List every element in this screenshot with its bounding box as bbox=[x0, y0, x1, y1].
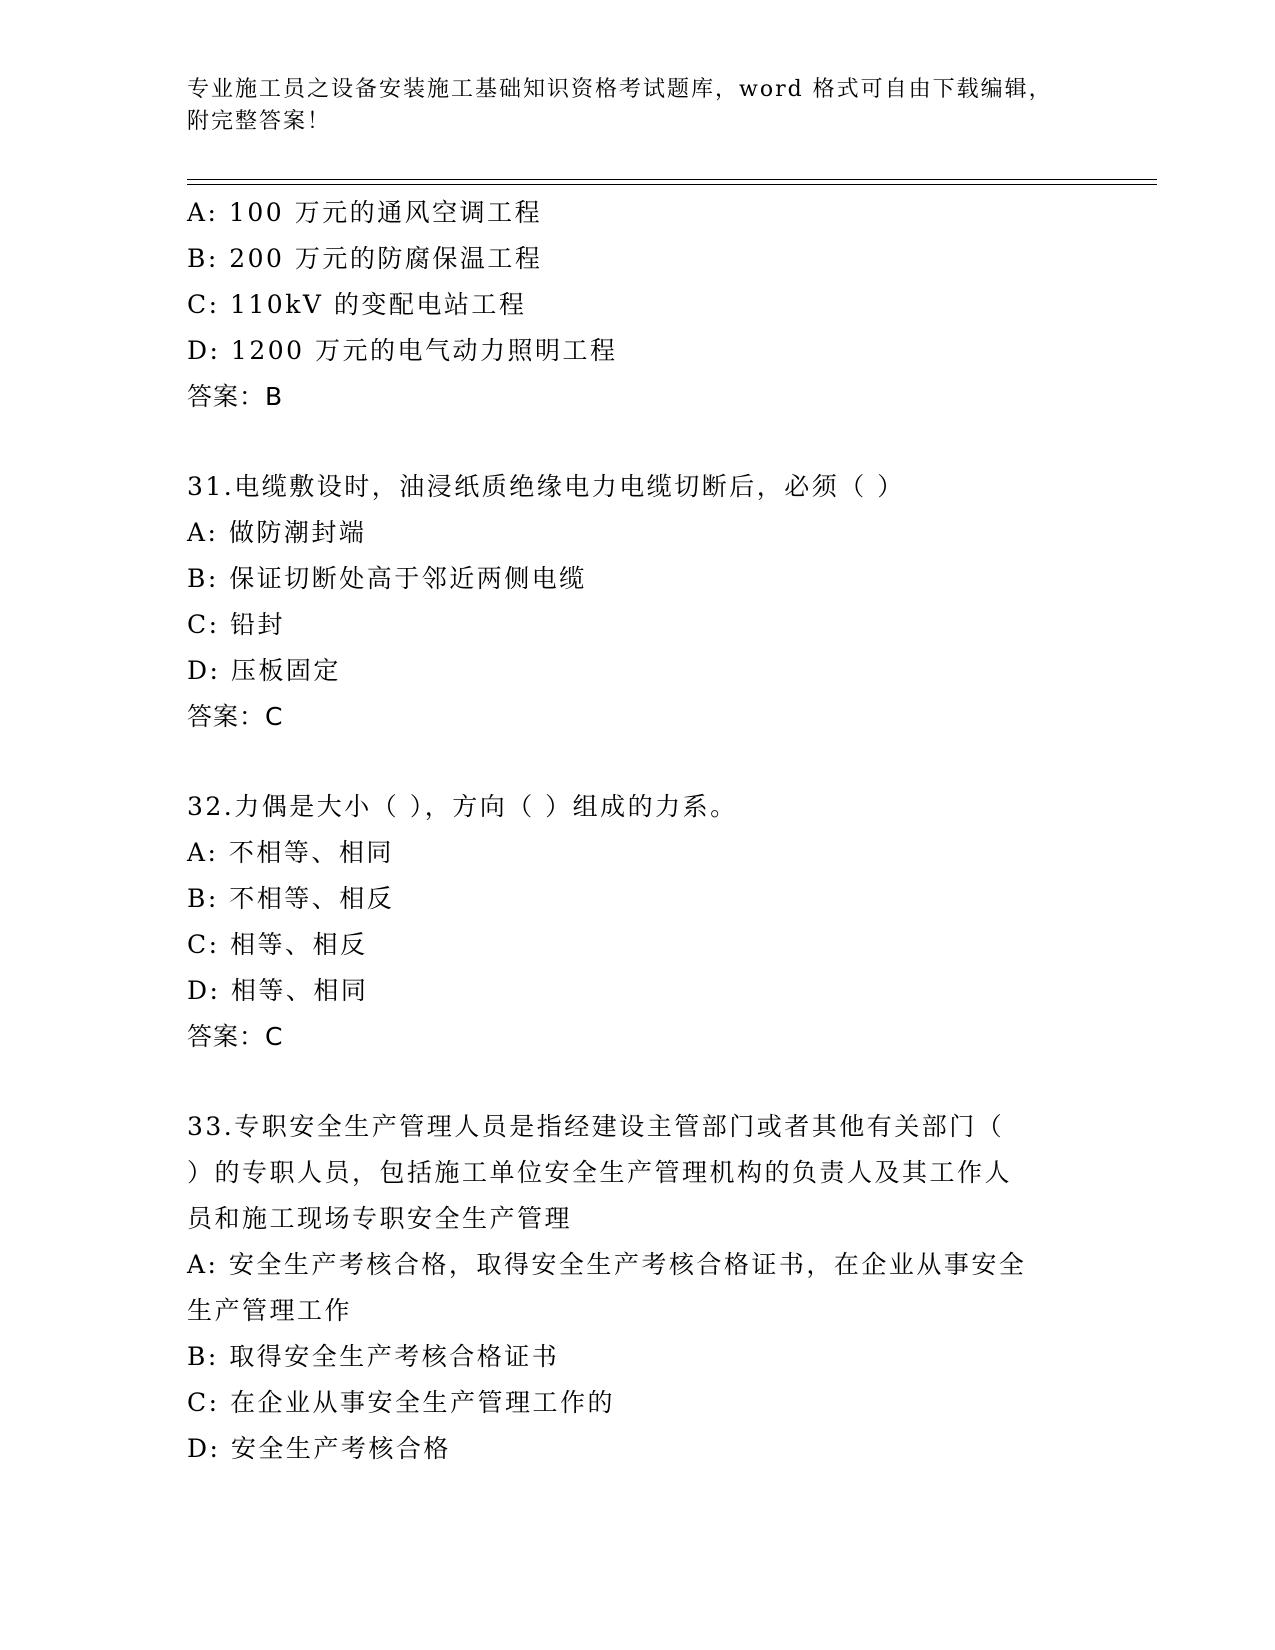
option-a-line-1: A: 安全生产考核合格，取得安全生产考核合格证书，在企业从事安全 bbox=[187, 1250, 1027, 1279]
spacer bbox=[187, 740, 1087, 784]
option-a: A: 做防潮封端 bbox=[187, 518, 367, 547]
option-a: A: 100 万元的通风空调工程 bbox=[187, 198, 543, 227]
header-rule-bottom bbox=[187, 184, 1157, 185]
option-a: A: 不相等、相同 bbox=[187, 838, 394, 867]
spacer bbox=[187, 1060, 1087, 1104]
option-d: D: 1200 万元的电气动力照明工程 bbox=[187, 336, 618, 365]
option-b: B: 取得安全生产考核合格证书 bbox=[187, 1342, 560, 1371]
question-stem-line-2: ）的专职人员，包括施工单位安全生产管理机构的负责人及其工作人 bbox=[187, 1158, 1013, 1187]
question-32 bbox=[187, 784, 1087, 1060]
option-a-line-2: 生产管理工作 bbox=[187, 1296, 353, 1325]
option-d: D: 相等、相同 bbox=[187, 976, 369, 1005]
question-30 bbox=[187, 190, 1087, 420]
question-stem-line-3: 员和施工现场专职安全生产管理 bbox=[187, 1204, 573, 1233]
question-stem: 32.力偶是大小（ ），方向（ ）组成的力系。 bbox=[187, 792, 738, 821]
option-c: C: 110kV 的变配电站工程 bbox=[187, 290, 527, 319]
header-line-2: 附完整答案！ bbox=[187, 109, 332, 134]
answer-line: 答案：C bbox=[187, 702, 284, 731]
answer-line: 答案：B bbox=[187, 382, 284, 411]
option-c: C: 相等、相反 bbox=[187, 930, 368, 959]
option-d: D: 压板固定 bbox=[187, 656, 341, 685]
option-b: B: 保证切断处高于邻近两侧电缆 bbox=[187, 564, 587, 593]
document-header bbox=[187, 74, 1087, 138]
question-list bbox=[187, 190, 1087, 1472]
question-stem-line-1: 33.专职安全生产管理人员是指经建设主管部门或者其他有关部门（ bbox=[187, 1112, 1005, 1141]
option-c: C: 铅封 bbox=[187, 610, 285, 639]
option-b: B: 200 万元的防腐保温工程 bbox=[187, 244, 543, 273]
question-31 bbox=[187, 464, 1087, 740]
option-c: C: 在企业从事安全生产管理工作的 bbox=[187, 1388, 615, 1417]
header-line-1: 专业施工员之设备安装施工基础知识资格考试题库，word 格式可自由下载编辑， bbox=[187, 77, 1053, 102]
option-b: B: 不相等、相反 bbox=[187, 884, 395, 913]
question-33 bbox=[187, 1104, 1087, 1472]
answer-line: 答案：C bbox=[187, 1022, 284, 1051]
question-stem: 31.电缆敷设时，油浸纸质绝缘电力电缆切断后，必须（ ） bbox=[187, 472, 905, 501]
spacer bbox=[187, 420, 1087, 464]
option-d: D: 安全生产考核合格 bbox=[187, 1434, 451, 1463]
header-rule-top bbox=[187, 179, 1157, 180]
